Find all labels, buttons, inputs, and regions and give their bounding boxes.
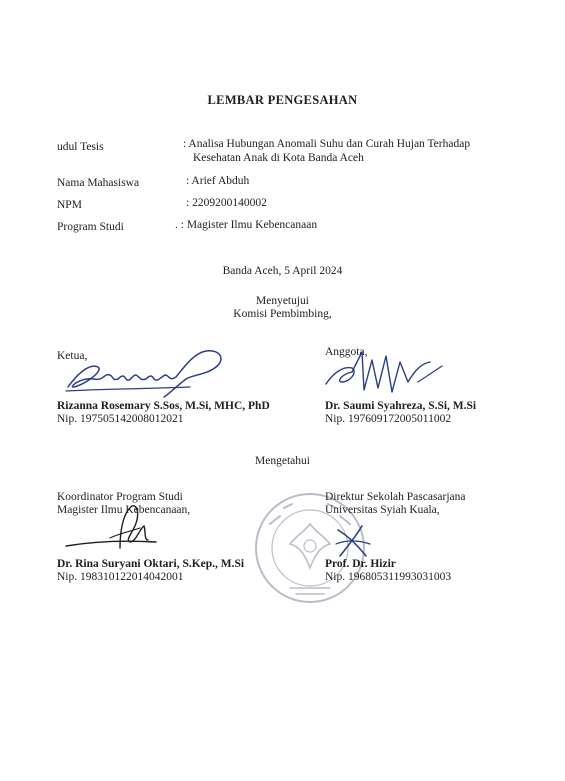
mengetahui: Mengetahui bbox=[255, 455, 310, 467]
anggota-nip: Nip. 197609172005011002 bbox=[325, 413, 452, 425]
koordinator-nip: Nip. 198310122014042001 bbox=[57, 571, 184, 583]
koordinator-name: Dr. Rina Suryani Oktari, S.Kep., M.Si bbox=[57, 558, 245, 570]
prodi-label: Program Studi bbox=[57, 221, 124, 233]
judul-label: udul Tesis bbox=[57, 141, 104, 153]
place-date: Banda Aceh, 5 April 2024 bbox=[222, 265, 343, 277]
prodi-value: . : Magister Ilmu Kebencanaan bbox=[175, 219, 318, 231]
anggota-signature bbox=[322, 342, 452, 402]
direktur-signature bbox=[332, 522, 382, 562]
ketua-role: Ketua, bbox=[57, 350, 88, 362]
direktur-nip: Nip. 196805311993031003 bbox=[325, 571, 452, 583]
direktur-role-line1: Direktur Sekolah Pascasarjana bbox=[325, 491, 466, 503]
npm-label: NPM bbox=[57, 199, 82, 211]
judul-value-line1: : Analisa Hubungan Anomali Suhu dan Curah Hujan Terhadap bbox=[183, 138, 471, 150]
koordinator-role-line1: Koordinator Program Studi bbox=[57, 491, 183, 503]
anggota-name: Dr. Saumi Syahreza, S.Si, M.Si bbox=[325, 400, 477, 412]
nama-label: Nama Mahasiswa bbox=[57, 177, 140, 189]
ketua-name: Rizanna Rosemary S.Sos, M.Si, MHC, PhD bbox=[57, 400, 270, 412]
koordinator-signature bbox=[60, 498, 170, 556]
ketua-nip: Nip. 197505142008012021 bbox=[57, 413, 184, 425]
approval-line2: Komisi Pembimbing, bbox=[233, 308, 332, 320]
nama-value: : Arief Abduh bbox=[186, 175, 250, 187]
ketua-signature bbox=[60, 345, 240, 400]
approval-line1: Menyetujui bbox=[255, 295, 310, 307]
koordinator-role-line2: Magister Ilmu Kebencanaan, bbox=[57, 504, 191, 516]
anggota-role: Anggota, bbox=[325, 346, 368, 358]
direktur-name: Prof. Dr. Hizir bbox=[325, 558, 396, 570]
page-title: LEMBAR PENGESAHAN bbox=[207, 93, 358, 107]
direktur-role-line2: Universitas Syiah Kuala, bbox=[325, 504, 440, 516]
judul-value-line2: Kesehatan Anak di Kota Banda Aceh bbox=[193, 152, 364, 164]
npm-value: : 2209200140002 bbox=[186, 197, 267, 209]
